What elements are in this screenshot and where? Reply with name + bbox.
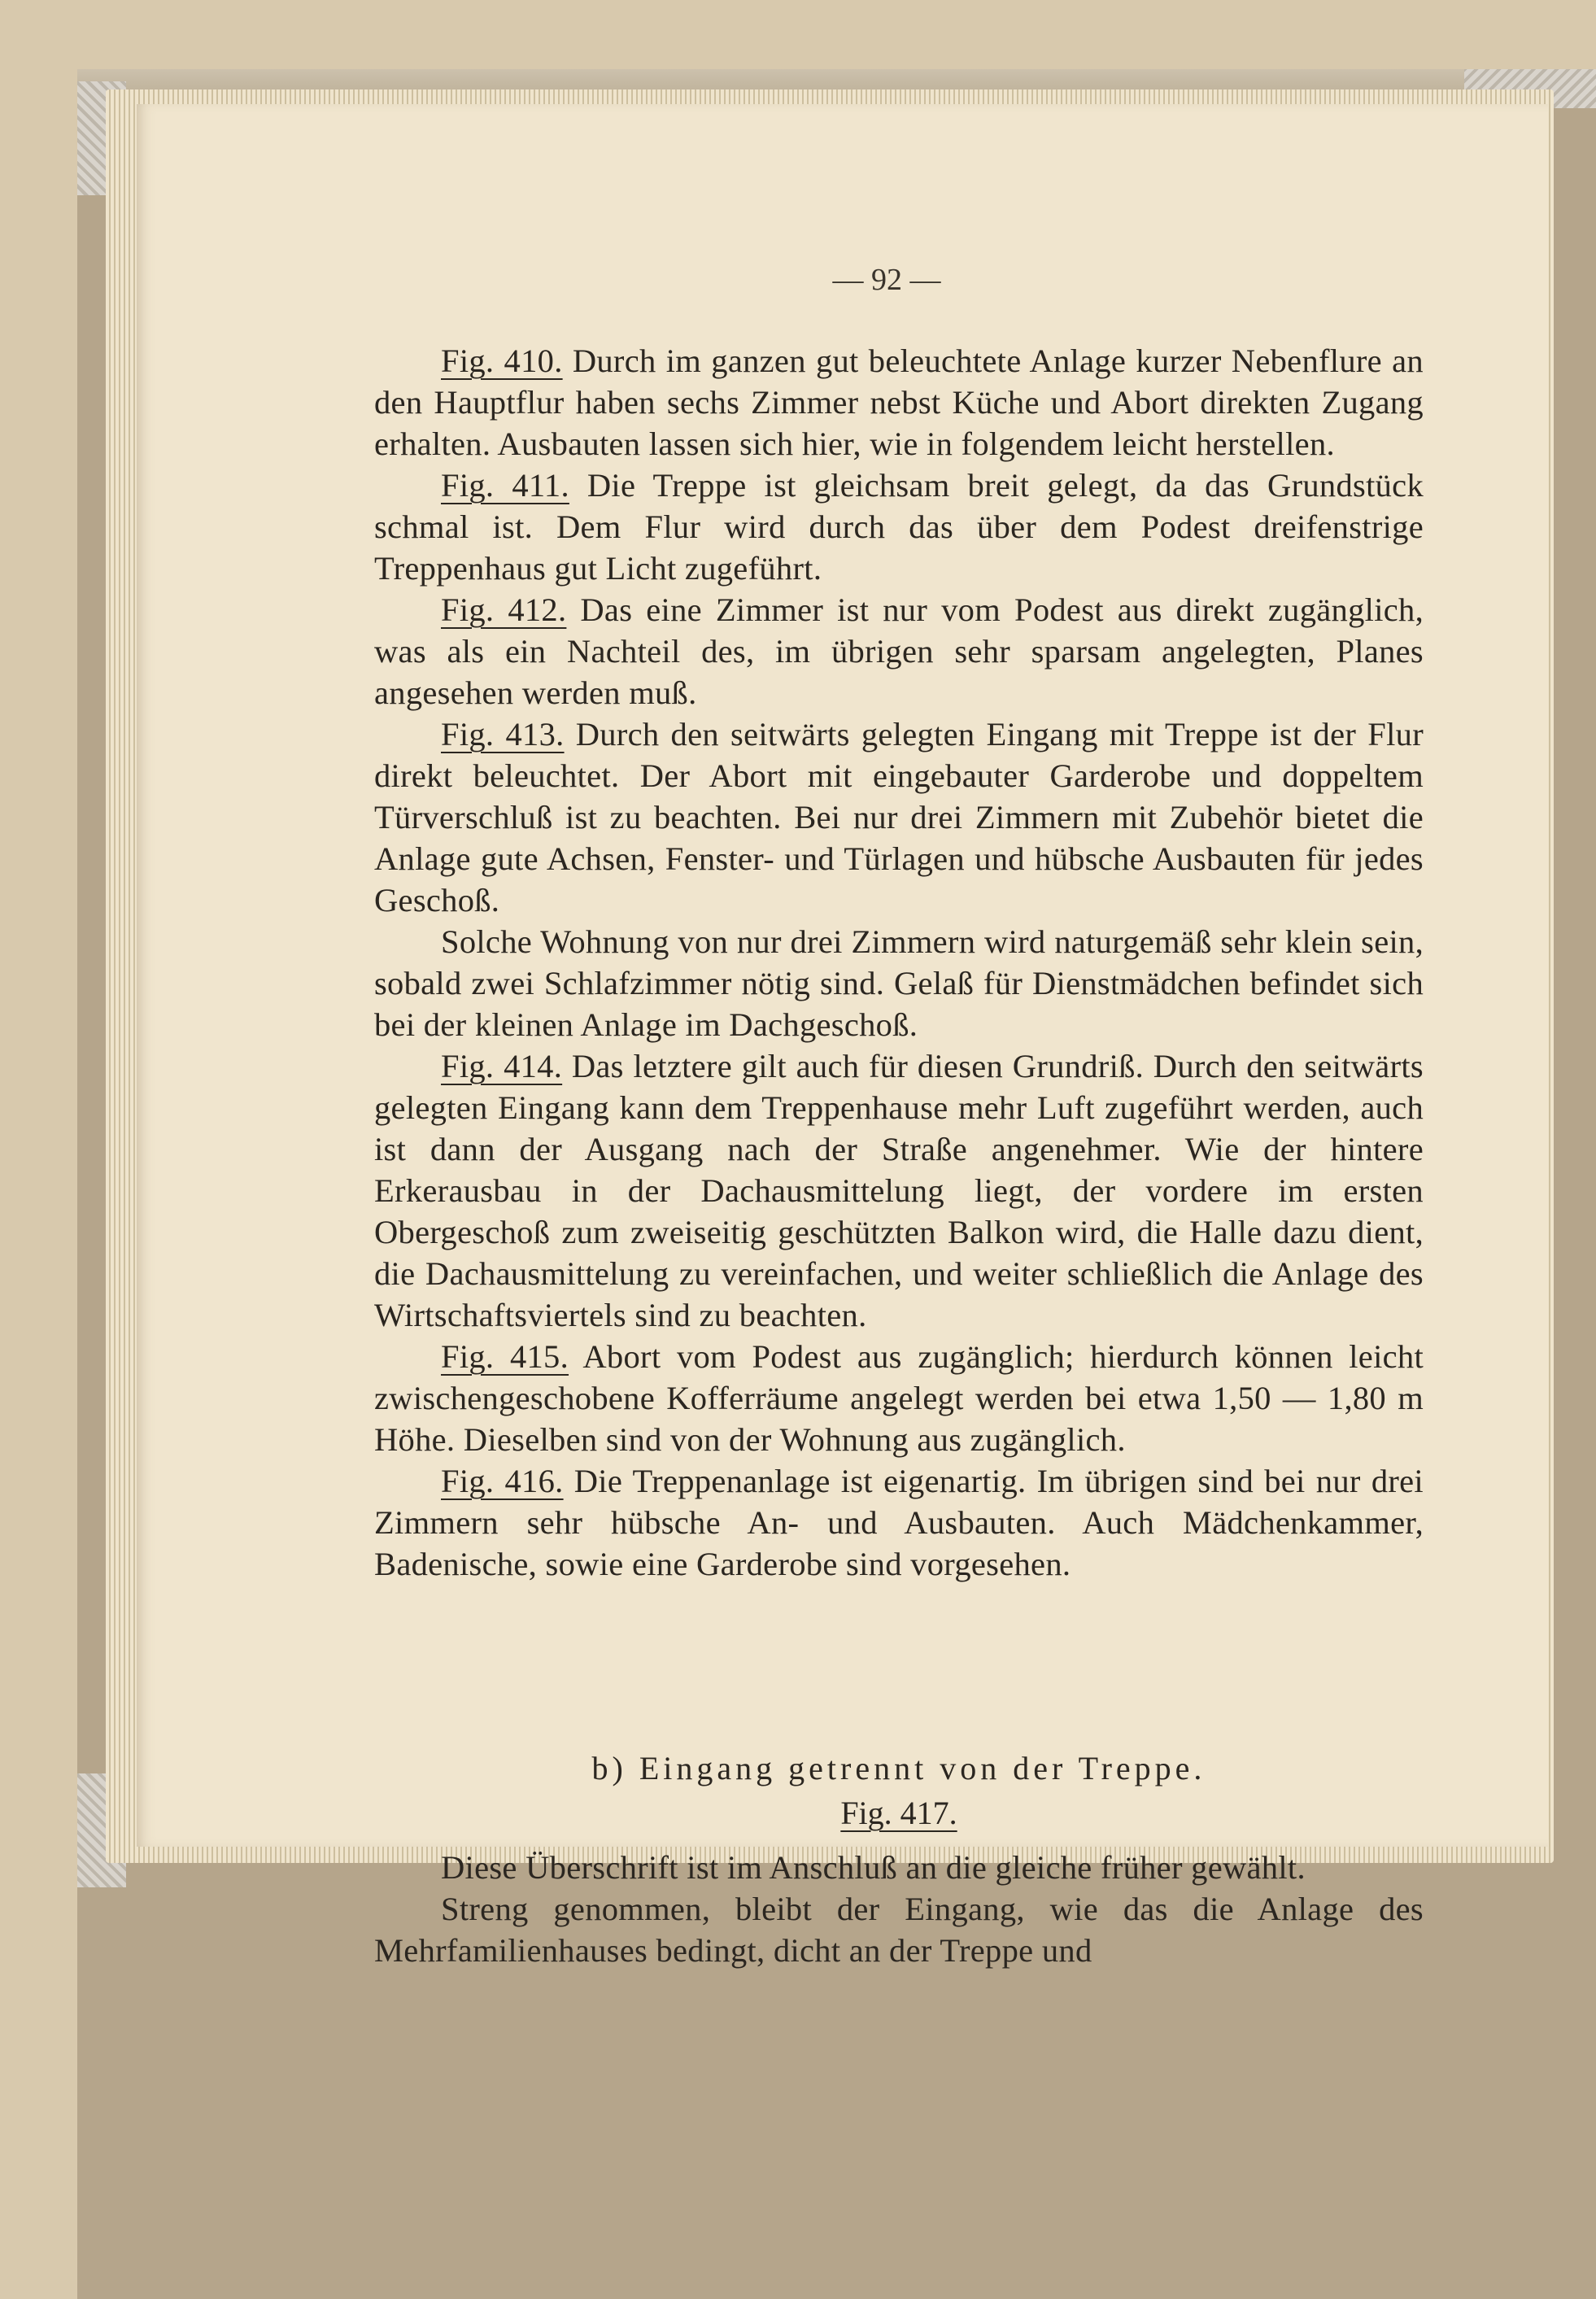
fig-label: Fig. 416. <box>441 1463 564 1499</box>
closing-paragraph: Streng genommen, bleibt der Eingang, wie das die Anlage des Mehrfamilienhauses bedingt, dicht an der Treppe und <box>374 1891 1424 1969</box>
fig-label: Fig. 417. <box>840 1795 957 1831</box>
paragraph-fig-411 <box>374 465 1424 589</box>
paragraph-text: Die Treppe ist gleichsam breit gelegt, da das Grundstück schmal ist. Dem Flur wird durch das über dem Podest dreifenstrige Treppenhaus gut Licht zugeführt. <box>374 467 1424 587</box>
paragraph-text: Abort vom Podest aus zugänglich; hierdurch können leicht zwischengeschobene Kofferräume angelegt werden bei etwa 1,50 — 1,80 m Höhe. Dieselben sind von der Wohnung aus zugänglich. <box>374 1338 1424 1458</box>
fig-label: Fig. 415. <box>441 1338 569 1375</box>
paragraph-text: Das letztere gilt auch für diesen Grundriß. Durch den seitwärts gelegten Eingang kann dem Treppenhause mehr Luft zugeführt werden, auch ist dann der Ausgang nach der Straße angenehmer. Wie der hintere Erkerausbau in der Dachausmittelung liegt, der vordere im ersten Obergeschoß zum zweiseitig geschützten Balkon wird, die Halle dazu dient, die Dachausmittelung zu vereinfachen, und weiter schließlich die Anlage des Wirtschaftsviertels sind zu beachten. <box>374 1048 1424 1333</box>
paragraph-fig-416 <box>374 1460 1424 1585</box>
paragraph-fig-414 <box>374 1045 1424 1336</box>
section-heading: b) Eingang getrennt von der Treppe. <box>591 1750 1206 1786</box>
paragraph-text: Durch im ganzen gut beleuchtete Anlage kurzer Nebenflure an den Hauptflur haben sechs Zimmer nebst Küche und Abort direkten Zugang erhalten. Ausbauten lassen sich hier, wie in folgendem leicht herstellen. <box>374 342 1424 462</box>
paragraph-fig-412 <box>374 589 1424 713</box>
closing-text <box>374 1847 1424 1971</box>
paragraph-text: Durch den seitwärts gelegten Eingang mit Treppe ist der Flur direkt beleuchtet. Der Abort mit eingebauter Garderobe und doppeltem Türverschluß ist zu beachten. Bei nur drei Zimmern mit Zubehör bietet die Anlage gute Achsen, Fenster- und Türlagen und hübsche Ausbauten für jedes Geschoß. <box>374 716 1424 918</box>
fig-label: Fig. 413. <box>441 716 565 753</box>
main-text <box>374 340 1424 1585</box>
fig-label: Fig. 410. <box>441 342 563 379</box>
paragraph-text: Das eine Zimmer ist nur vom Podest aus direkt zugänglich, was als ein Nachteil des, im übrigen sehr sparsam angelegten, Planes angesehen werden muß. <box>374 591 1424 711</box>
paragraph-fig-415 <box>374 1336 1424 1460</box>
section-fig-label <box>374 1794 1424 1832</box>
paragraph-fig-410 <box>374 340 1424 465</box>
paragraph-three-rooms <box>374 921 1424 1045</box>
paragraph-text: Solche Wohnung von nur drei Zimmern wird naturgemäß sehr klein sein, sobald zwei Schlafzimmer nötig sind. Gelaß für Dienstmädchen befindet sich bei der kleinen Anlage im Dachgeschoß. <box>374 923 1424 1043</box>
fig-label: Fig. 414. <box>441 1048 563 1084</box>
paragraph-text: Die Treppenanlage ist eigenartig. Im übrigen sind bei nur drei Zimmern sehr hübsche An- und Ausbauten. Auch Mädchenkammer, Badenische, sowie eine Garderobe sind vorgesehen. <box>374 1463 1424 1582</box>
page-number: — 92 — <box>832 263 941 297</box>
fig-label: Fig. 411. <box>441 467 569 504</box>
fig-label: Fig. 412. <box>441 591 567 628</box>
paragraph-fig-413 <box>374 713 1424 921</box>
closing-paragraph: Diese Überschrift ist im Anschluß an die gleiche früher gewählt. <box>441 1849 1306 1886</box>
